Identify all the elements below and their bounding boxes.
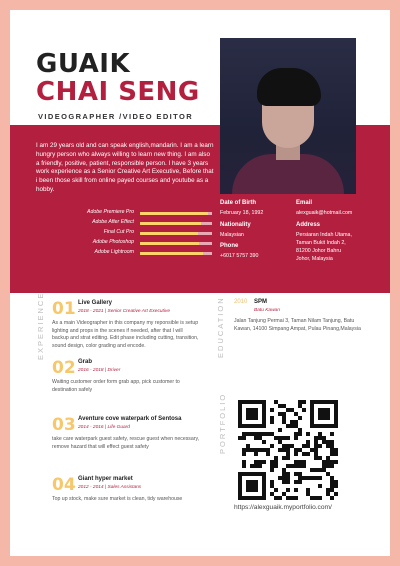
portfolio-heading: PORTFOLIO <box>218 392 227 454</box>
skill-name: Final Cut Pro <box>103 229 134 235</box>
job-role: VIDEOGRAPHER /VIDEO EDITOR <box>38 112 194 121</box>
portfolio-url[interactable]: https://alexguaik.myportfolio.com/ <box>234 504 332 511</box>
experience-description: Waiting customer order form grab app, pick customer to destination safely <box>52 379 180 393</box>
experience-title: Grab <box>78 359 93 365</box>
address-line: Johor, Malaysia <box>296 256 333 262</box>
profile-photo <box>220 38 356 194</box>
name-second-line: CHAI SENG <box>36 77 200 107</box>
experience-description: take care waterpark guest safety, rescue guest when necessary, remove hazard that will effect guest safety <box>52 436 200 450</box>
address-line: Persiaran Indah Utama, <box>296 232 352 238</box>
experience-number: 04 <box>52 475 76 495</box>
email-label: Email <box>296 200 313 206</box>
address-block <box>296 222 352 263</box>
dob-block <box>220 200 263 217</box>
education-address: Jalan Tanjung Permai 3, Taman Nilam Tanjung, Batu Kawan, 14100 Simpang Ampat, Pulau Pinang,Malaysia <box>234 318 361 332</box>
skill-row <box>36 218 216 228</box>
nationality-block <box>220 222 251 239</box>
skill-name: Adobe Lightroom <box>94 249 134 255</box>
skills-list <box>36 208 216 258</box>
experience-title: Giant hyper market <box>78 476 133 482</box>
nationality-value: Malaysian <box>220 232 244 238</box>
about-text: I am 29 years old and can speak english,mandarin. I am a learn hungry person who always willing to learn new thing. I am also a friendly, positive, patient, responsible person. I have 3 years work experience as a Senior Creative Art Executive, Before that i been those skill from online payed courses and youtube as a hobby. <box>36 142 214 193</box>
experience-period: 2012 - 2014 | Sales Assistans <box>78 485 142 490</box>
experience-period: 2014 - 2016 | Life Guard <box>78 425 130 430</box>
address-line: 81200 Johor Bahru <box>296 248 342 254</box>
education-location: Batu Kawan <box>254 308 280 313</box>
resume-page <box>10 10 390 556</box>
skill-bar <box>140 222 212 225</box>
skill-name: Adobe Photoshop <box>92 239 134 245</box>
experience-title: Live Gallery <box>78 300 113 306</box>
address-line: Taman Bukit Indah 2, <box>296 240 346 246</box>
experience-heading: EXPERIENCE <box>36 291 45 360</box>
phone-label: Phone <box>220 243 239 249</box>
portfolio-qr-code[interactable] <box>238 400 338 500</box>
phone-value: +6017 5757 390 <box>220 253 259 259</box>
experience-number: 02 <box>52 358 76 378</box>
skill-row <box>36 228 216 238</box>
education-year: 2010 <box>234 299 248 305</box>
experience-description: Top up stock, make sure market is clean, tidy warehouse <box>52 496 183 502</box>
phone-block <box>220 243 258 260</box>
skill-row <box>36 248 216 258</box>
dob-value: February 18, 1992 <box>220 210 264 216</box>
experience-description: As a main Videographer in this company my reponsible is setup lighting and props in the scenes if needed, after that I will backup and strat editing. Edit phase including cutting, transition, sound design, color grading and encode. <box>52 320 199 349</box>
skill-name: Adobe Premiere Pro <box>87 209 134 215</box>
education-heading: EDUCATION <box>216 296 225 358</box>
email-value[interactable]: alexguaik@hotmail.com <box>296 210 353 216</box>
nationality-label: Nationality <box>220 222 251 228</box>
experience-period: 2018 - 2021 | Senior Creative Art Executive <box>78 309 170 314</box>
education-school: SPM <box>254 299 268 305</box>
skill-name: Adobe After Effect <box>92 219 134 225</box>
email-block <box>296 200 352 217</box>
skill-row <box>36 208 216 218</box>
skill-bar <box>140 212 212 215</box>
experience-number: 01 <box>52 299 76 319</box>
skill-bar <box>140 242 212 245</box>
skill-row <box>36 238 216 248</box>
experience-title: Aventure cove waterpark of Sentosa <box>78 416 182 422</box>
experience-number: 03 <box>52 415 76 435</box>
name-first-line: GUAIK <box>36 49 131 79</box>
address-label: Address <box>296 222 321 228</box>
skill-bar <box>140 232 212 235</box>
dob-label: Date of Birth <box>220 200 256 206</box>
experience-period: 2016 - 2018 | Driver <box>78 368 121 373</box>
skill-bar <box>140 252 212 255</box>
